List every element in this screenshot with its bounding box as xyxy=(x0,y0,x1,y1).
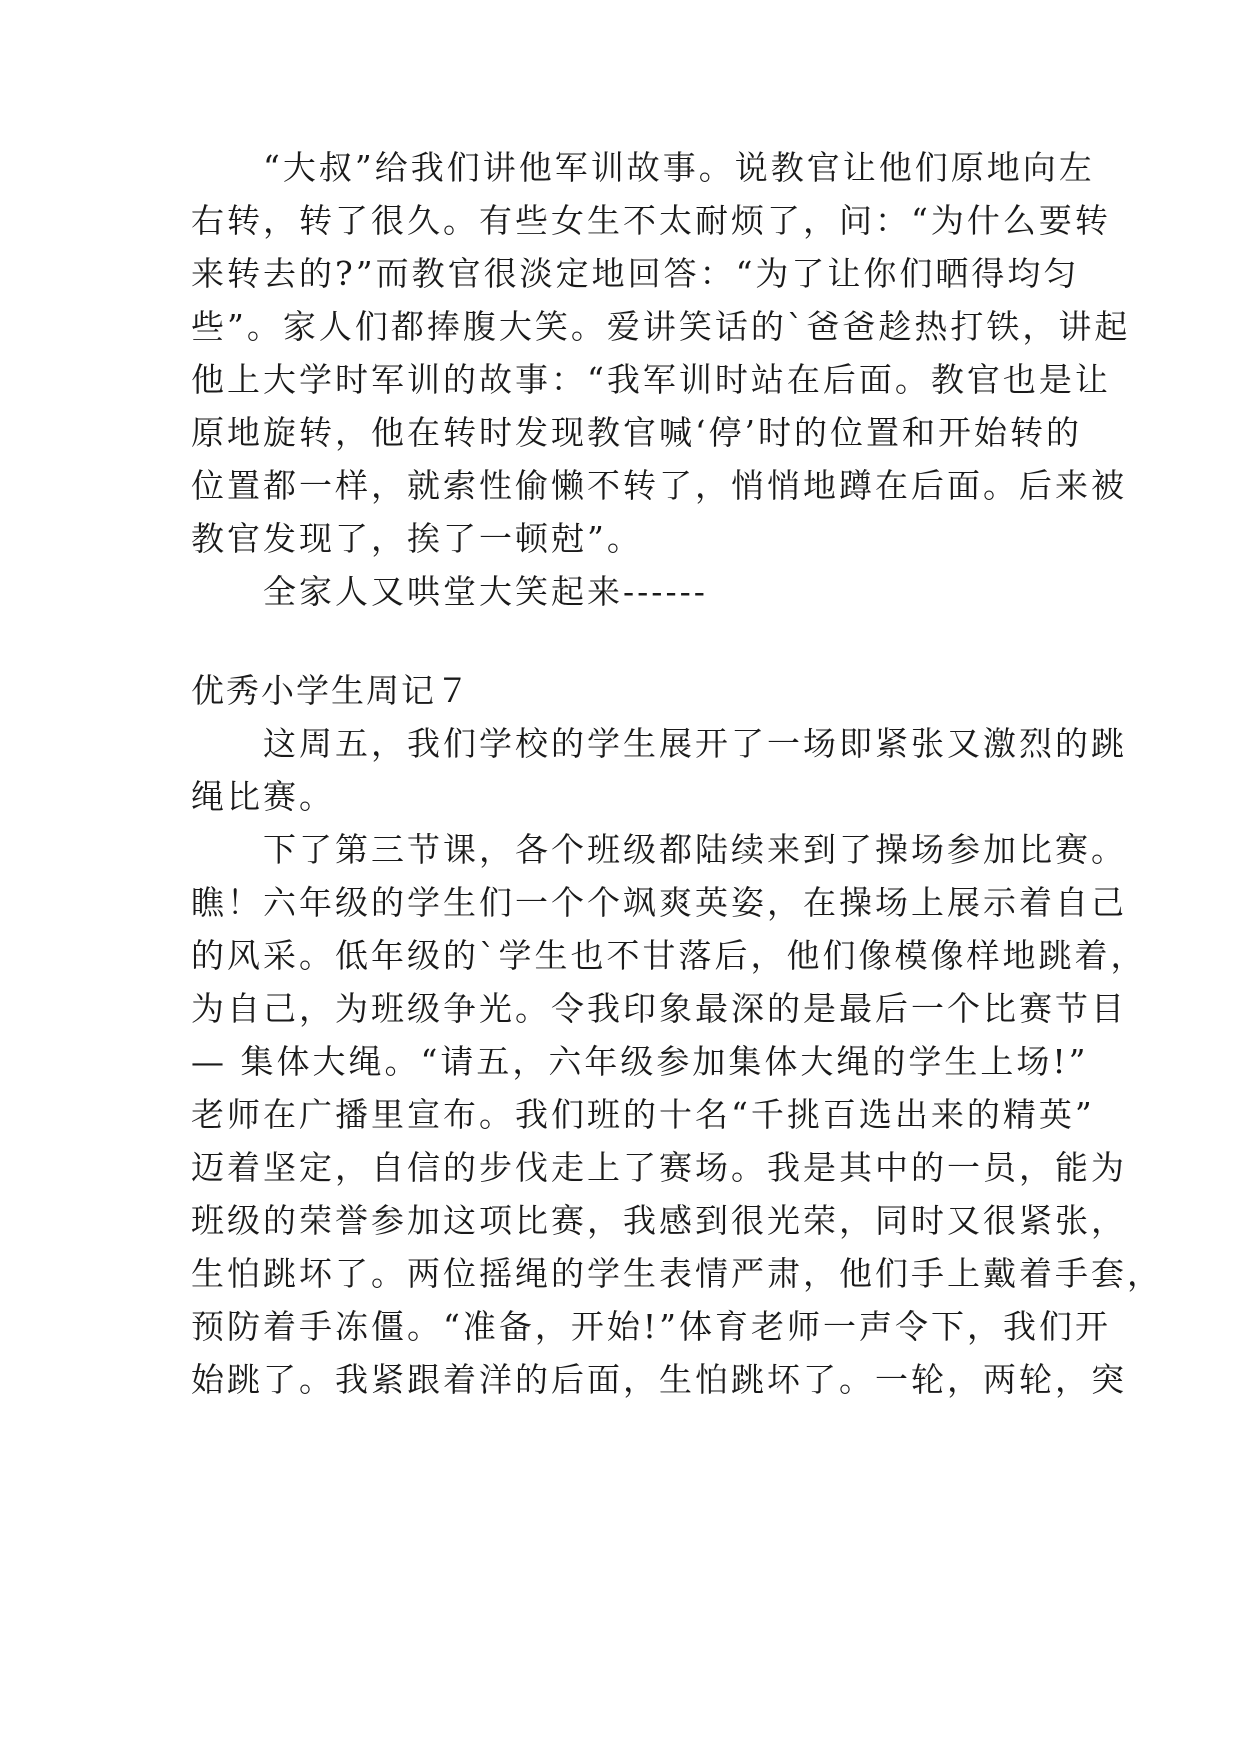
paragraph-line: 全家人又哄堂大笑起来------ xyxy=(191,572,708,611)
paragraph-line: “大叔”给我们讲他军训故事。说教官让他们原地向左 xyxy=(191,148,1095,187)
paragraph-line: 原地旋转，他在转时发现教官喊‘停’时的位置和开始转的 xyxy=(191,413,1082,452)
paragraph-line: 教官发现了，挨了一顿尅”。 xyxy=(191,519,643,558)
paragraph-line: 这周五，我们学校的学生展开了一场即紧张又激烈的跳 xyxy=(191,724,1127,763)
paragraph-line: 预防着手冻僵。“准备，开始!”体育老师一声令下，我们开 xyxy=(191,1307,1112,1346)
paragraph-line: 始跳了。我紧跟着洋的后面，生怕跳坏了。一轮，两轮，突 xyxy=(191,1360,1127,1399)
paragraph-line: 下了第三节课，各个班级都陆续来到了操场参加比赛。 xyxy=(191,830,1127,869)
paragraph-line: — 集体大绳。“请五，六年级参加集体大绳的学生上场!” xyxy=(191,1042,1089,1081)
paragraph-line: 瞧！六年级的学生们一个个飒爽英姿，在操场上展示着自己 xyxy=(191,883,1127,922)
paragraph-line: 班级的荣誉参加这项比赛，我感到很光荣，同时又很紧张， xyxy=(191,1201,1127,1240)
paragraph-line: 迈着坚定，自信的步伐走上了赛场。我是其中的一员，能为 xyxy=(191,1148,1127,1187)
paragraph-line: 为自己，为班级争光。令我印象最深的是最后一个比赛节目 xyxy=(191,989,1127,1028)
paragraph-line: 的风采。低年级的`学生也不甘落后，他们像模像样地跳着， xyxy=(191,936,1147,975)
paragraph-line: 些”。家人们都捧腹大笑。爱讲笑话的`爸爸趁热打铁，讲起 xyxy=(191,307,1131,346)
paragraph-line: 老师在广播里宣布。我们班的十名“千挑百选出来的精英” xyxy=(191,1095,1095,1134)
paragraph-line: 位置都一样，就索性偷懒不转了，悄悄地蹲在后面。后来被 xyxy=(191,466,1127,505)
paragraph-line: 来转去的?”而教官很淡定地回答：“为了让你们晒得均匀 xyxy=(191,254,1080,293)
paragraph-line: 生怕跳坏了。两位摇绳的学生表情严肃，他们手上戴着手套， xyxy=(191,1254,1163,1293)
paragraph-line: 右转，转了很久。有些女生不太耐烦了，问：“为什么要转 xyxy=(191,201,1111,240)
paragraph-line: 他上大学时军训的故事：“我军训时站在后面。教官也是让 xyxy=(191,360,1111,399)
section-title: 优秀小学生周记７ xyxy=(191,671,471,710)
paragraph-line: 绳比赛。 xyxy=(191,777,335,816)
